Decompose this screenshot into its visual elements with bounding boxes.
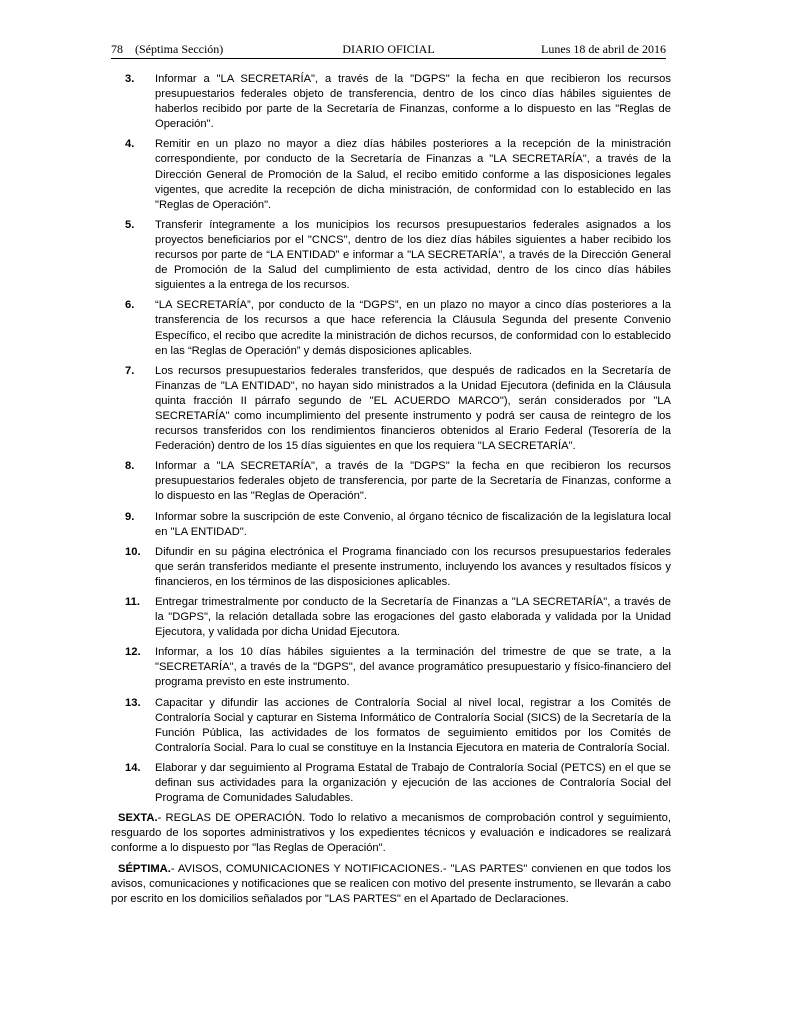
item-number: 3. <box>125 73 135 85</box>
list-item <box>111 545 671 590</box>
list-item <box>111 510 671 540</box>
section-label: (Séptima Sección) <box>135 42 224 56</box>
item-number: 8. <box>125 460 135 473</box>
list-item <box>111 72 671 132</box>
item-number: 12. <box>125 646 141 659</box>
item-text: Remitir en un plazo no mayor a diez días hábiles posteriores a la recepción de la ministración correspondiente, por conducto de la Secretaría de Finanzas a "LA SECRETARÍA", a través de la Dirección General de Promoción de la Salud, el recibo emitido conforme a las disposiciones legales vigentes, que acredite la recepción de dicha ministración, de conformidad con lo establecido en las "Reglas de Operación". <box>155 138 671 211</box>
publication-date: Lunes 18 de abril de 2016 <box>541 42 666 56</box>
item-text: Elaborar y dar seguimiento al Programa Estatal de Trabajo de Contraloría Social (PETCS) en el que se definan sus actividades para la organización y ejecución de las acciones de Contraloría Social del Programa de Comunidades Saludables. <box>155 761 671 805</box>
item-number: 6. <box>125 299 135 312</box>
clause-text: - AVISOS, COMUNICACIONES Y NOTIFICACIONES.- "LAS PARTES" convienen en que todos los avisos, comunicaciones y notificaciones que se realicen con motivo del presente instrumento, se llevarán a cabo por escrito en los domicilios señalados por "LAS PARTES" en el Apartado de Declaraciones. <box>111 862 671 905</box>
item-text: Entregar trimestralmente por conducto de la Secretaría de Finanzas a "LA SECRETARÍA", a través de la "DGPS", la relación detallada sobre las erogaciones del gasto elaborada y validada por la Unidad Ejecutora, y validada por dicha Unidad Ejecutora. <box>155 596 671 639</box>
clause-sexta <box>111 811 671 856</box>
list-item <box>111 364 671 455</box>
item-text: Informar, a los 10 días hábiles siguientes a la terminación del trimestre de que se trate, a la "SECRETARÍA", a través de la "DGPS", del avance programático presupuestario y físico-financiero del programa previsto en este instrumento. <box>155 646 671 689</box>
list-item <box>111 595 671 640</box>
item-text: Informar a "LA SECRETARÍA", a través de la "DGPS" la fecha en que recibieron los recursos presupuestarios federales objeto de transferencia, por parte de la Secretaría de Finanzas, conforme a lo dispuesto en las "Reglas de Operación". <box>155 460 671 503</box>
publication-title: DIARIO OFICIAL <box>342 42 435 56</box>
item-number: 10. <box>125 545 141 558</box>
document-body <box>111 72 671 912</box>
item-number: 4. <box>125 138 135 151</box>
list-item <box>111 761 671 806</box>
list-item <box>111 218 671 293</box>
item-number: 14. <box>125 761 141 774</box>
clause-heading: SEXTA. <box>118 812 158 825</box>
item-text: Capacitar y difundir las acciones de Contraloría Social al nivel local, registrar a los Comités de Contraloría Social y capturar en Sistema Informático de Contraloría Social (SICS) de la Secretaría de la Función Pública, las actividades de los formatos de seguimiento emitidos por los Comités de Contraloría Social. Para lo cual se constituye en la Instancia Ejecutora en materia de Contraloría Social. <box>155 696 671 754</box>
page-number: 78 <box>111 42 123 56</box>
clause-septima <box>111 862 671 907</box>
page-header <box>111 42 666 57</box>
list-item <box>111 459 671 504</box>
item-text: “LA SECRETARÍA”, por conducto de la “DGPS”, en un plazo no mayor a cinco días posteriores a la transferencia de los recursos a que hace referencia la Cláusula Segunda del presente Convenio Específico, el recibo que acredite la ministración de dichos recursos, de conformidad con lo establecido en las “Reglas de Operación” y demás disposiciones aplicables. <box>155 299 671 357</box>
item-number: 7. <box>125 364 135 377</box>
list-item <box>111 645 671 690</box>
item-text: Transferir íntegramente a los municipios los recursos presupuestarios federales asignados a los proyectos beneficiarios por el "CNCS", dentro de los diez días hábiles siguientes a haber recibido los recursos por parte de “LA ENTIDAD” e informar a "LA SECRETARÍA", a través de la Dirección General de Promoción de la Salud del cumplimiento de esta actividad, dentro de los cinco días hábiles siguientes a la entrega de los recursos. <box>155 218 671 292</box>
item-number: 13. <box>125 696 141 709</box>
item-text: Informar sobre la suscripción de este Convenio, al órgano técnico de fiscalización de la legislatura local en "LA ENTIDAD". <box>155 510 671 538</box>
item-number: 9. <box>125 510 135 523</box>
clause-text: - REGLAS DE OPERACIÓN. Todo lo relativo a mecanismos de comprobación control y seguimiento, resguardo de los soportes administrativos y los expedientes técnicos y evaluación e indicadores se realizará conforme a lo dispuesto por "las Reglas de Operación". <box>111 812 671 855</box>
item-text: Difundir en su página electrónica el Programa financiado con los recursos presupuestarios federales que serán transferidos mediante el presente instrumento, incluyendo los avances y resultados físicos y financieros, en los términos de las disposiciones aplicables. <box>155 545 671 588</box>
item-text: Informar a "LA SECRETARÍA", a través de la "DGPS" la fecha en que recibieron los recursos presupuestarios federales objeto de transferencia, dentro de los cinco días hábiles siguientes de haberlos recibido por parte de la Secretaría de Finanzas, conforme a lo dispuesto en las "Reglas de Operación". <box>155 73 671 131</box>
item-number: 11. <box>125 596 140 608</box>
list-item <box>111 298 671 358</box>
clause-heading: SÉPTIMA. <box>118 862 171 875</box>
header-rule <box>111 58 666 59</box>
item-text: Los recursos presupuestarios federales transferidos, que después de radicados en la Secretaría de Finanzas de "LA ENTIDAD", no hayan sido ministrados a la Unidad Ejecutora (definida en la Cláusula quinta fracción II párrafo segundo de "EL ACUERDO MARCO"), serán considerados por "LA SECRETARÍA" como incumplimiento del presente instrumento y podrá ser causa de reintegro de los recursos transferidos con los rendimientos financieros obtenidos al Erario Federal (Tesorería de la Federación) dentro de los 15 días siguientes en que los requiera "LA SECRETARÍA". <box>155 364 671 453</box>
list-item <box>111 696 671 756</box>
list-item <box>111 137 671 212</box>
item-number: 5. <box>125 218 135 231</box>
